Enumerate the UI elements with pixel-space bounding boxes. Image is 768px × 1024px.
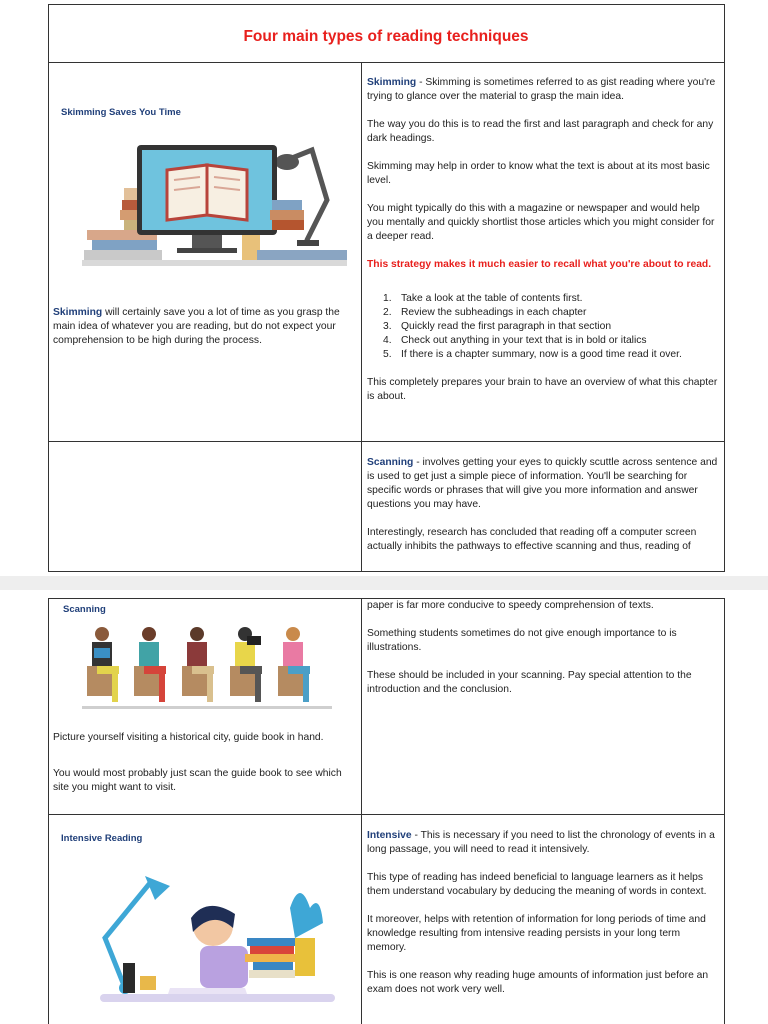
scanning-intro-paragraph bbox=[367, 456, 719, 512]
skimming-paragraph: Skimming may help in order to know what the text is about at its most basic level. bbox=[367, 161, 710, 186]
list-item: 2. Review the subheadings in each chapter bbox=[383, 307, 587, 318]
scanning-image-caption: Scanning bbox=[63, 604, 106, 615]
reader-figure bbox=[87, 627, 119, 702]
skimming-steps-list bbox=[367, 292, 719, 362]
intensive-intro-paragraph bbox=[367, 829, 719, 857]
list-item: 4. Check out anything in your text that is in bold or italics bbox=[383, 335, 647, 346]
skimming-closing: This completely prepares your brain to have an overview of what this chapter is about. bbox=[367, 377, 718, 402]
row-divider bbox=[48, 441, 725, 442]
reader-figure bbox=[134, 627, 166, 702]
scanning-paragraph: Something students sometimes do not give enough importance to is illustrations. bbox=[367, 628, 677, 653]
scanning-paragraph: These should be included in your scanning. Pay special attention to the introduction and the conclusion. bbox=[367, 670, 692, 695]
scanning-description bbox=[367, 456, 719, 568]
scanning-illustration bbox=[82, 626, 332, 710]
intensive-paragraph: It moreover, helps with retention of information for long periods of time and knowledge resulting from intensive reading persists in your long term memory. bbox=[367, 914, 706, 953]
page-title: Four main types of reading techniques bbox=[243, 28, 529, 45]
scanning-example bbox=[53, 731, 355, 809]
skimming-highlight: This strategy makes it much easier to recall what you're about to read. bbox=[367, 259, 712, 270]
scanning-example-paragraph: Picture yourself visiting a historical city, guide book in hand. bbox=[53, 732, 324, 743]
intensive-term: Intensive bbox=[367, 830, 412, 841]
scanning-example-paragraph: You would most probably just scan the guide book to see which site you might want to visit. bbox=[53, 768, 342, 793]
row-divider bbox=[48, 62, 725, 63]
scanning-intro: - involves getting your eyes to quickly scuttle across sentence and is used to get just a simple piece of information. You'll be searching for specific words or phrases that will give you more information and answer questions you may have. bbox=[367, 457, 718, 510]
scanning-term: Scanning bbox=[367, 457, 414, 468]
skimming-intro: - Skimming is sometimes referred to as gist reading where you're trying to glance over the material to grasp the main idea. bbox=[367, 77, 716, 102]
scanning-paragraph: Interestingly, research has concluded that reading off a computer screen actually inhibits the pathways to effective scanning and thus, reading of bbox=[367, 527, 697, 552]
intensive-paragraph: This is one reason why reading huge amounts of information just before an exam does not work very well. bbox=[367, 970, 709, 995]
skimming-paragraph: The way you do this is to read the first and last paragraph and check for any dark headings. bbox=[367, 119, 714, 144]
skimming-illustration bbox=[82, 140, 347, 270]
skimming-description bbox=[367, 76, 719, 418]
intensive-description bbox=[367, 829, 719, 1011]
skimming-summary bbox=[53, 306, 355, 348]
skimming-term: Skimming bbox=[367, 77, 417, 88]
skimming-summary-term: Skimming bbox=[53, 307, 103, 318]
column-divider bbox=[361, 598, 362, 1024]
intensive-paragraph: This type of reading has indeed beneficial to language learners as it helps them understand vocabulary by deducing the meaning of words in context. bbox=[367, 872, 707, 897]
list-item: 1. Take a look at the table of contents first. bbox=[383, 293, 583, 304]
intensive-intro: - This is necessary if you need to list the chronology of events in a long passage, you will need to read it intensively. bbox=[367, 830, 715, 855]
reader-figure bbox=[230, 627, 262, 702]
skimming-intro-paragraph bbox=[367, 76, 719, 104]
column-divider bbox=[361, 62, 362, 572]
list-item: 3. Quickly read the first paragraph in that section bbox=[383, 321, 612, 332]
scanning-paragraph: paper is far more conducive to speedy comprehension of texts. bbox=[367, 600, 654, 611]
list-item: 5. If there is a chapter summary, now is a good time read it over. bbox=[383, 349, 682, 360]
row-divider bbox=[48, 814, 725, 815]
intensive-illustration bbox=[95, 848, 340, 1008]
reader-figure bbox=[278, 627, 310, 702]
skimming-summary-text: will certainly save you a lot of time as you grasp the main idea of whatever you are reading, but do not expect your comprehension to be high during the process. bbox=[53, 307, 340, 346]
scanning-continued bbox=[367, 599, 719, 711]
document-page-2 bbox=[0, 590, 768, 1024]
skimming-paragraph: You might typically do this with a magazine or newspaper and would help you mentally and quickly shortlist those articles which you might consider for a deeper read. bbox=[367, 203, 715, 242]
reader-figure bbox=[182, 627, 214, 702]
skimming-image-caption: Skimming Saves You Time bbox=[61, 107, 181, 118]
intensive-image-caption: Intensive Reading bbox=[61, 833, 143, 844]
